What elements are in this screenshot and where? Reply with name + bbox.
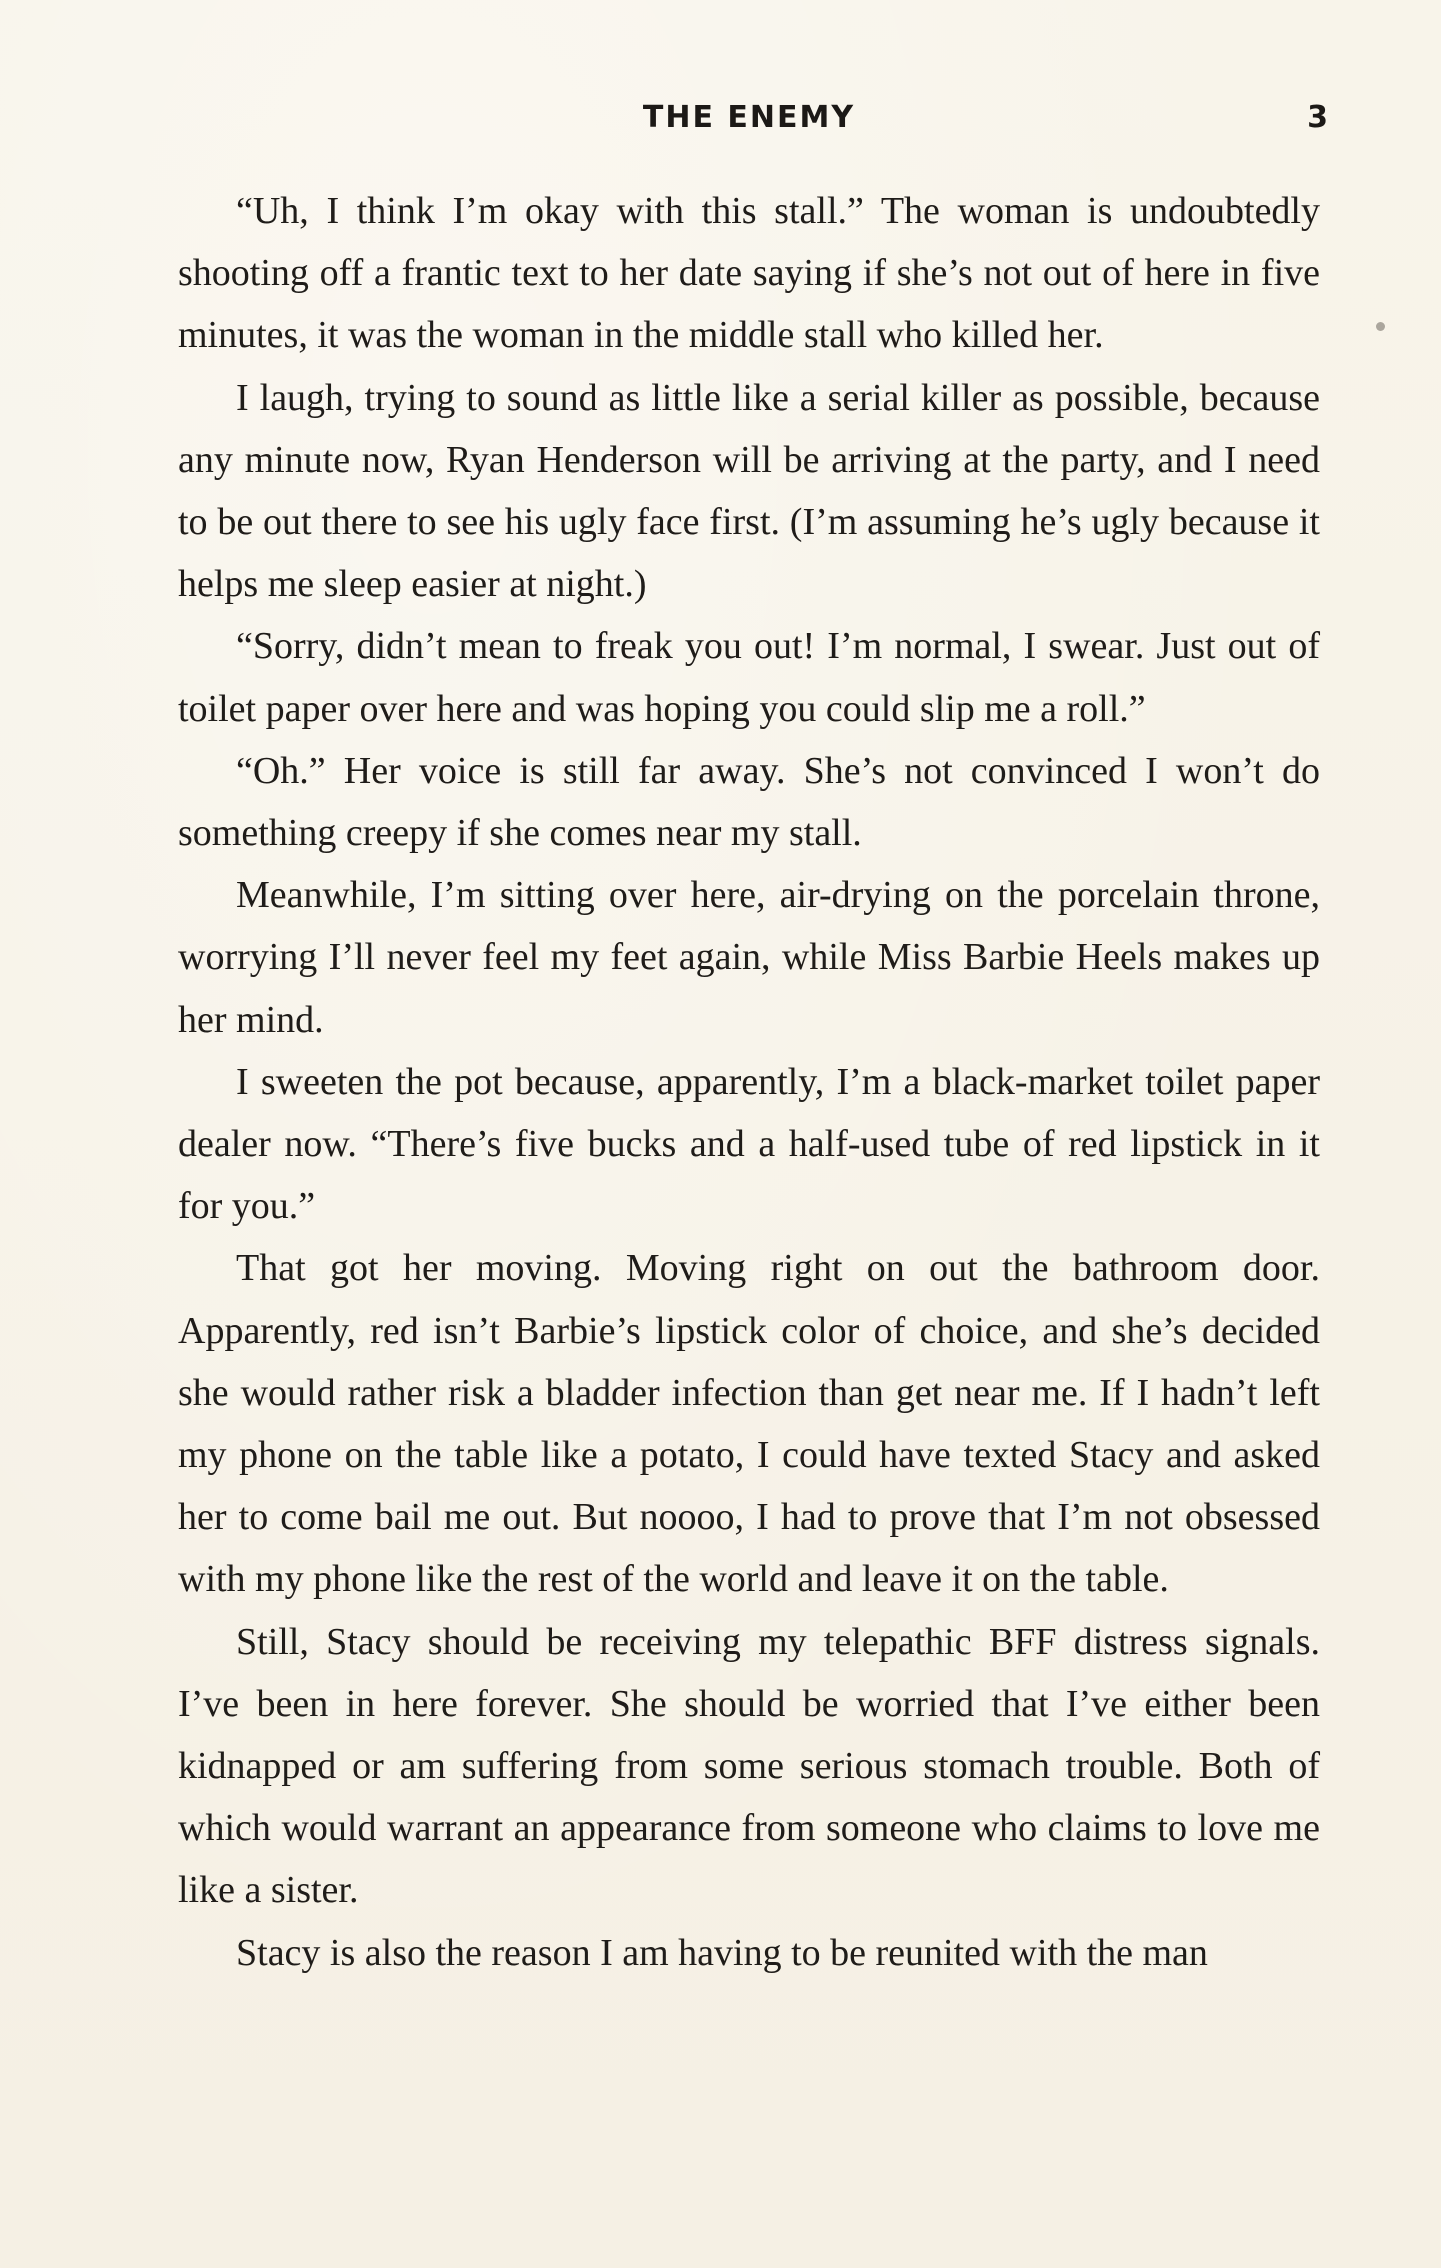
paragraph: “Sorry, didn’t mean to freak you out! I’m normal, I swear. Just out of toilet paper over here and was hoping you could slip me a roll.” [178, 625, 1320, 730]
paragraph: Still, Stacy should be receiving my telepathic BFF distress signals. I’ve been in here forever. She should be worried that I’ve either been kidnapped or am suffering from some serious stomach trouble. Both of which would warrant an appearance from someone who claims to love me like a sister. [178, 1620, 1320, 1912]
paragraph: Meanwhile, I’m sitting over here, air-drying on the porcelain throne, worrying I’ll never feel my feet again, while Miss Barbie Heels makes up her mind. [178, 874, 1320, 1041]
body-text [178, 180, 1320, 1984]
paragraph: “Uh, I think I’m okay with this stall.” The woman is undoubtedly shooting off a frantic text to her date saying if she’s not out of here in five minutes, it was the woman in the middle stall who killed her. [178, 190, 1320, 357]
paragraph: That got her moving. Moving right on out the bathroom door. Apparently, red isn’t Barbie’s lipstick color of choice, and she’s decided she would rather risk a bladder infection than get near me. If I hadn’t left my phone on the table like a potato, I could have texted Stacy and asked her to come bail me out. But noooo, I had to prove that I’m not obsessed with my phone like the rest of the world and leave it on the table. [178, 1247, 1320, 1601]
paragraph: I laugh, trying to sound as little like a serial killer as possible, because any minute now, Ryan Henderson will be arriving at the party, and I need to be out there to see his ugly face first. (I’m assuming he’s ugly because it helps me sleep easier at night.) [178, 376, 1320, 606]
running-head: THE ENEMY [642, 100, 856, 135]
paragraph: I sweeten the pot because, apparently, I’m a black-market toilet paper dealer now. “There’s five bucks and a half-used tube of red lipstick in it for you.” [178, 1060, 1320, 1228]
page-header [178, 100, 1328, 150]
paper-speck [1376, 322, 1385, 331]
page-number: 3 [1307, 100, 1328, 135]
paragraph: Stacy is also the reason I am having to be reunited with the man [236, 1931, 1208, 1974]
paragraph: “Oh.” Her voice is still far away. She’s not convinced I won’t do something creepy if she comes near my stall. [178, 749, 1320, 855]
